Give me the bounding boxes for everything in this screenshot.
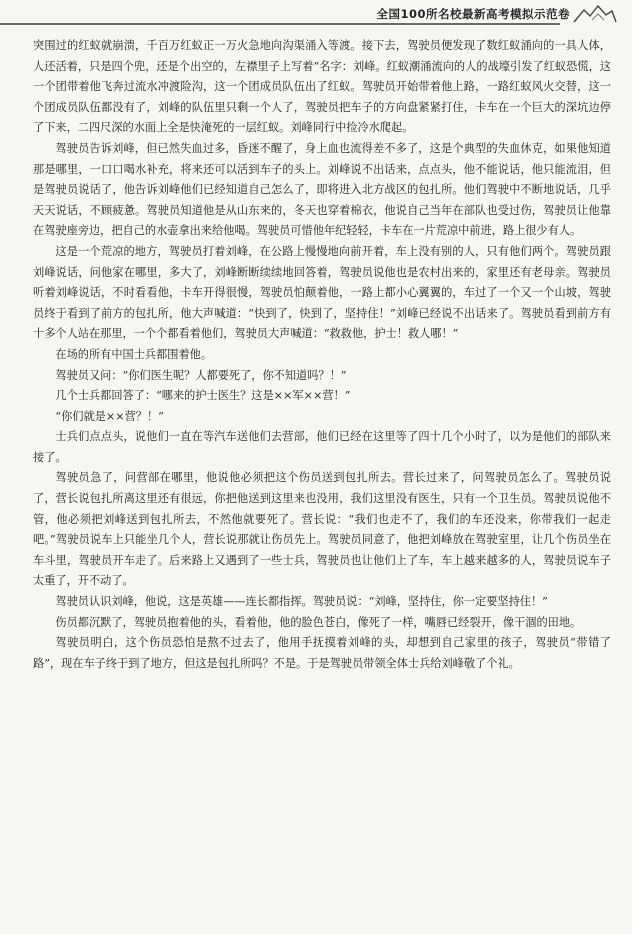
paragraph: 几个士兵都回答了：“哪来的护士医生？这是××军××营！” [55, 389, 351, 403]
paragraph: 这是一个荒凉的地方，驾驶员打着刘峰，在公路上慢慢地向前开着，车上没有别的人，只有他们两个。驾驶员跟刘峰说话，问他家在哪里，多大了，刘峰断断续续地回答着，驾驶员说他也是农村出来的，家里还有老母亲。驾驶员听着刘峰说话，不时看看他，卡车开得很慢，驾驶员怕颠着他，一路上都小心翼翼的，车过了一个又一个山坡，驾驶员终于看到了前方的包扎所，他大声喊道：“快到了，快到了，坚持住！”刘峰已经说不出话来了。驾驶员看到前方有十多个人站在那里，一个个都看着他们，驾驶员大声喊道：“救救他，护士！救人哪！” [33, 244, 611, 341]
paragraph: 驾驶员明白，这个伤员恐怕是熬不过去了，他用手抚摸着刘峰的头，却想到自己家里的孩子，驾驶员“带错了路”，现在车子终于到了地方，但这是包扎所吗？不是。于是驾驶员带领全体士兵给刘峰敬了个礼。 [33, 636, 611, 670]
header-rule [0, 23, 560, 25]
paragraph: “你们就是××营？！” [55, 409, 164, 423]
page-header [0, 0, 632, 30]
paragraph: 驾驶员告诉刘峰，但已然失血过多，昏迷不醒了，身上血也流得差不多了，这是个典型的失血休克，如果他知道那是哪里，一口口喝水补充，将来还可以活到车子的头上。刘峰说不出话来，点点头，他不能说话，他只能流泪，但是驾驶员说话了，他告诉刘峰他们已经知道自己怎么了，即将进入北方战区的包扎所。他们驾驶中不断地说话，几乎天天说话，不顾疲惫。驾驶员知道他是从山东来的，冬天也穿着棉衣，他说自己当年在部队也受过伤，驾驶员让他靠在驾驶座旁边，把自己的水壶拿出来给他喝。驾驶员可惜他年纪轻轻，卡车在一片荒凉中前进，路上很少有人。 [33, 141, 611, 238]
paragraph: 在场的所有中国士兵都围着他。 [55, 347, 213, 361]
body-text [33, 36, 611, 674]
paragraph: 士兵们点点头，说他们一直在等汽车送他们去营部，他们已经在这里等了四十几个小时了，以为是他们的部队来接了。 [33, 430, 611, 464]
paragraph: 突围过的红蚁就崩溃，千百万红蚁正一万火急地向沟渠涌入等渡。接下去，驾驶员便发现了数红蚁涌向的一具人体，人还活着，只是四个兜，还是个出空的，左襟里子上写着“名字：刘峰。红蚁潮涌流向的人的战壕引发了红蚁恐慌，这一个团带着他飞奔过流水冲渡险沟，这一个团成员队伍出了红蚁。驾驶员开始带着他上路，一路红蚁风火交替，这一个团成员队伍都没有了，刘峰的队伍里只剩一个人了，驾驶员把车子的方向盘紧紧打住，卡车在一个巨大的深坑边停了下来，二四尺深的水面上全是快淹死的一层红蚁。刘峰同行中捡冷水爬起。 [33, 39, 611, 135]
paragraph: 伤员都沉默了，驾驶员抱着他的头，看着他，他的脸色苍白，像死了一样，嘴唇已经裂开，像干涸的田地。 [55, 615, 582, 629]
paragraph: 驾驶员认识刘峰，他说，这是英雄——连长都指挥。驾驶员说：“刘峰，坚持住，你一定要坚持住！” [55, 595, 548, 609]
header-title: 全国100所名校最新高考模拟示范卷 [376, 7, 570, 21]
paragraph: 驾驶员急了，问营部在哪里，他说他必须把这个伤员送到包扎所去。营长过来了，问驾驶员怎么了。驾驶员说了，营长说包扎所离这里还有很远，你把他送到这里来也没用，我们这里没有医生，只有一个卫生员。驾驶员说他不管，他必须把刘峰送到包扎所去，不然他就要死了。营长说：“我们也走不了，我们的车还没来，你带我们一起走吧。”驾驶员说车上只能坐几个人，营长说那就让伤员先上。驾驶员同意了，他把刘峰放在驾驶室里，让几个伤员坐在车斗里，驾驶员开车走了。后来路上又遇到了一些士兵，驾驶员也让他们上了车，车上越来越多的人，驾驶员说车子太重了，开不动了。 [33, 471, 611, 588]
paragraph: 驾驶员又问：“你们医生呢？人都要死了，你不知道吗？！” [55, 368, 347, 382]
mountain-logo-icon [572, 2, 618, 24]
